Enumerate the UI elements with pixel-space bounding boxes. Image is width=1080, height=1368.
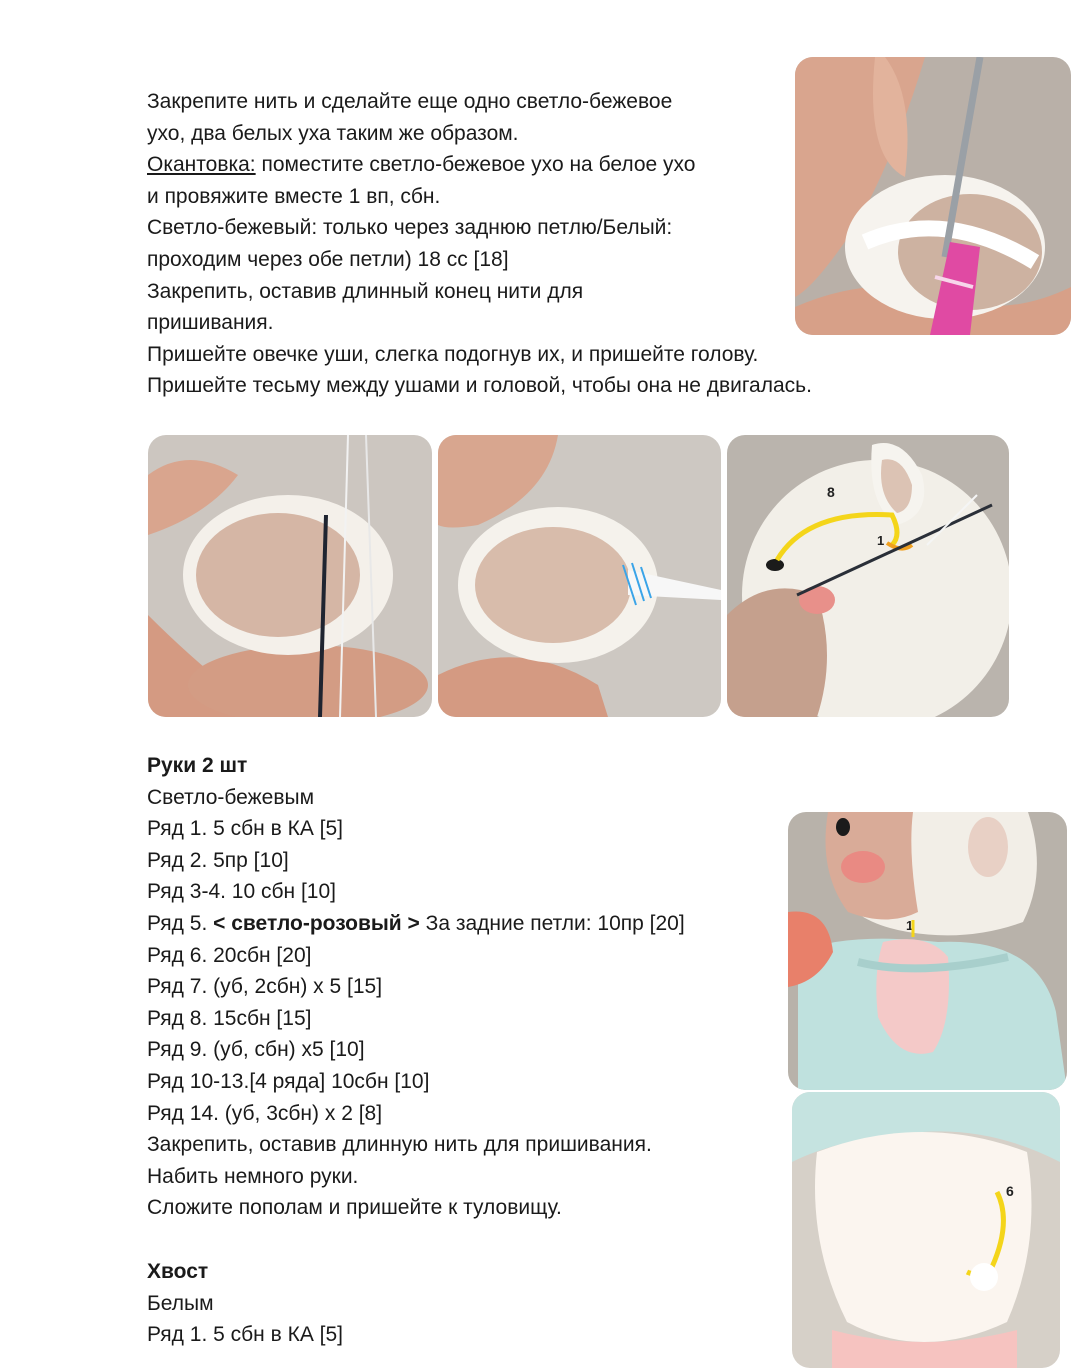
intro-line: ухо, два белых уха таким же образом. [147,121,519,145]
photo-ear-stitching [148,435,432,717]
arms-row: Ряд 7. (уб, 2сбн) х 5 [15] [147,975,383,999]
row5-prefix: Ряд 5. [147,911,214,935]
arms-row: Закрепить, оставив длинную нить для пришивания. [147,1133,652,1157]
ear-stitching-illustration [148,435,432,717]
arms-section [147,750,685,1224]
photo-ear-edging [795,57,1071,335]
arms-row: Набить немного руки. [147,1164,359,1188]
intro-line [147,149,812,181]
arms-row: Ряд 3-4. 10 сбн [10] [147,880,336,904]
arms-row: Ряд 9. (уб, сбн) х5 [10] [147,1038,365,1062]
intro-line: Пришейте тесьму между ушами и головой, чтобы она не двигалась. [147,374,812,398]
tail-title: Хвост [147,1260,209,1283]
intro-text [147,86,812,402]
tail-color: Белым [147,1291,214,1315]
arm-attached-illustration [788,812,1067,1090]
photo-arm-attached [788,812,1067,1090]
arms-row [147,908,685,940]
arms-title: Руки 2 шт [147,754,248,777]
ear-attaching-illustration [727,435,1009,717]
photo-ear-attaching [727,435,1009,717]
photo-ear-finished [438,435,721,717]
tail-marker-label: 6 [1006,1183,1014,1199]
intro-line: Светло-бежевый: только через заднюю петлю/Белый: [147,216,673,240]
arms-row: Ряд 6. 20сбн [20] [147,943,312,967]
arms-row: Ряд 14. (уб, 3сбн) х 2 [8] [147,1101,383,1125]
arms-row: Ряд 10-13.[4 ряда] 10сбн [10] [147,1069,430,1093]
tail-section [147,1256,343,1351]
intro-line: Закрепите нить и сделайте еще одно светло-бежевое [147,90,673,113]
intro-line: проходим через обе петли) 18 сс [18] [147,247,509,271]
head-step-label-a: 8 [827,484,835,500]
edging-label: Окантовка: [147,153,256,177]
row5-rest: За задние петли: 10пр [20] [419,911,685,935]
arms-row: Сложите пополам и пришейте к туловищу. [147,1196,562,1220]
arms-row: Ряд 1. 5 сбн в КА [5] [147,817,344,841]
arms-row: Ряд 2. 5пр [10] [147,848,289,872]
tail-row: Ряд 1. 5 сбн в КА [5] [147,1323,344,1347]
edging-text: поместите светло-бежевое ухо на белое ухо [255,153,696,177]
intro-line: пришивания. [147,311,274,335]
intro-line: Закрепить, оставив длинный конец нити для [147,279,584,303]
intro-line: Пришейте овечке уши, слегка подогнув их, и пришейте голову. [147,342,759,366]
arms-color: Светло-бежевым [147,785,315,809]
intro-line: и провяжите вместе 1 вп, сбн. [147,184,441,208]
arms-row: Ряд 8. 15сбн [15] [147,1006,312,1030]
row5-color: < светло-розовый > [213,911,420,935]
ear-edging-illustration [795,57,1071,335]
head-step-label-b: 1 [877,533,885,548]
ear-finished-illustration [438,435,721,717]
tail-position-illustration [792,1092,1060,1368]
arm-marker-label: 1 [906,918,914,933]
photo-tail-position [792,1092,1060,1368]
